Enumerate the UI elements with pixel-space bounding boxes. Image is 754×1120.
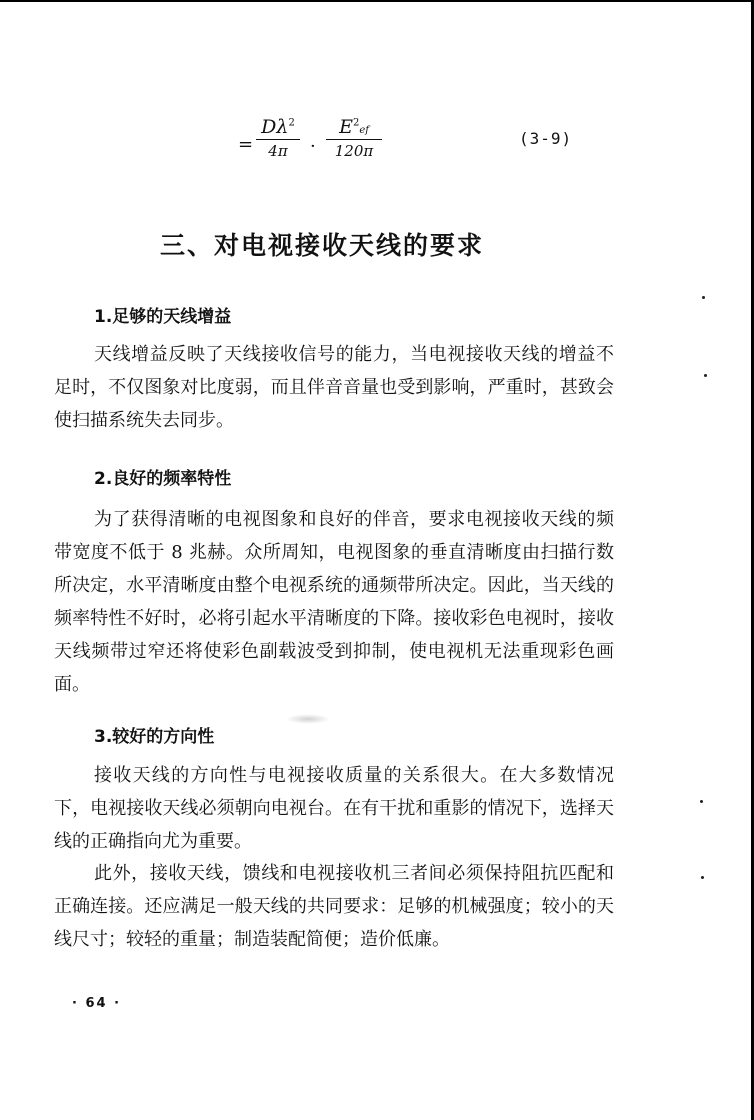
paragraph-gain: 天线增益反映了天线接收信号的能力，当电视接收天线的增益不足时，不仅图象对比度弱，而且伴音音量也受到影响，严重时，甚致会使扫描系统失去同步。 xyxy=(54,344,614,431)
multiply-dot: · xyxy=(310,136,316,157)
fraction-2-denominator: 120π xyxy=(334,142,374,160)
scan-speck xyxy=(700,800,703,803)
scan-speck xyxy=(702,296,705,299)
fraction-1-numerator-text: Dλ xyxy=(261,116,289,138)
subsection-heading-3: 3.较好的方向性 xyxy=(94,727,215,747)
scan-smudge xyxy=(286,714,330,724)
scan-border-top xyxy=(0,0,754,2)
fraction-2-exponent: 2 xyxy=(352,117,360,129)
page-number: · 64 · xyxy=(72,996,122,1011)
section-title: 三、对电视接收天线的要求 xyxy=(160,231,485,260)
fraction-2 xyxy=(326,116,382,160)
paragraph-frequency: 为了获得清晰的电视图象和良好的伴音，要求电视接收天线的频带宽度不低于 8 兆赫。众所周知，电视图象的垂直清晰度由扫描行数所决定，水平清晰度由整个电视系统的通频带所决定。因此，当天线的频率特性不好时，必将引起水平清晰度的下降。接收彩色电视时，接收天线频带过窄还将使彩色副载波受到抑制，使电视机无法重现彩色画面。 xyxy=(54,509,614,695)
fraction-1-denominator: 4π xyxy=(268,142,288,160)
scan-speck xyxy=(704,374,707,377)
fraction-2-numerator-text: E xyxy=(339,116,353,138)
scan-speck xyxy=(701,876,704,879)
fraction-1 xyxy=(256,116,300,160)
fraction-1-exponent: 2 xyxy=(288,117,295,129)
equals-sign: = xyxy=(238,134,254,155)
equation-number: (3-9) xyxy=(519,129,573,148)
paragraph-matching: 此外，接收天线，馈线和电视接收机三者间必须保持阻抗匹配和正确连接。还应满足一般天线的共同要求：足够的机械强度；较小的天线尺寸；较轻的重量；制造装配简便；造价低廉。 xyxy=(54,863,614,950)
fraction-2-numerator xyxy=(326,116,382,140)
subsection-heading-2: 2.良好的频率特性 xyxy=(94,469,232,489)
equation xyxy=(238,116,398,172)
fraction-2-subscript: ef xyxy=(359,125,369,136)
fraction-1-numerator xyxy=(256,116,300,140)
paragraph-directivity: 接收天线的方向性与电视接收质量的关系很大。在大多数情况下，电视接收天线必须朝向电视台。在有干扰和重影的情况下，选择天线的正确指向尤为重要。 xyxy=(54,765,614,852)
subsection-heading-1: 1.足够的天线增益 xyxy=(94,307,232,327)
